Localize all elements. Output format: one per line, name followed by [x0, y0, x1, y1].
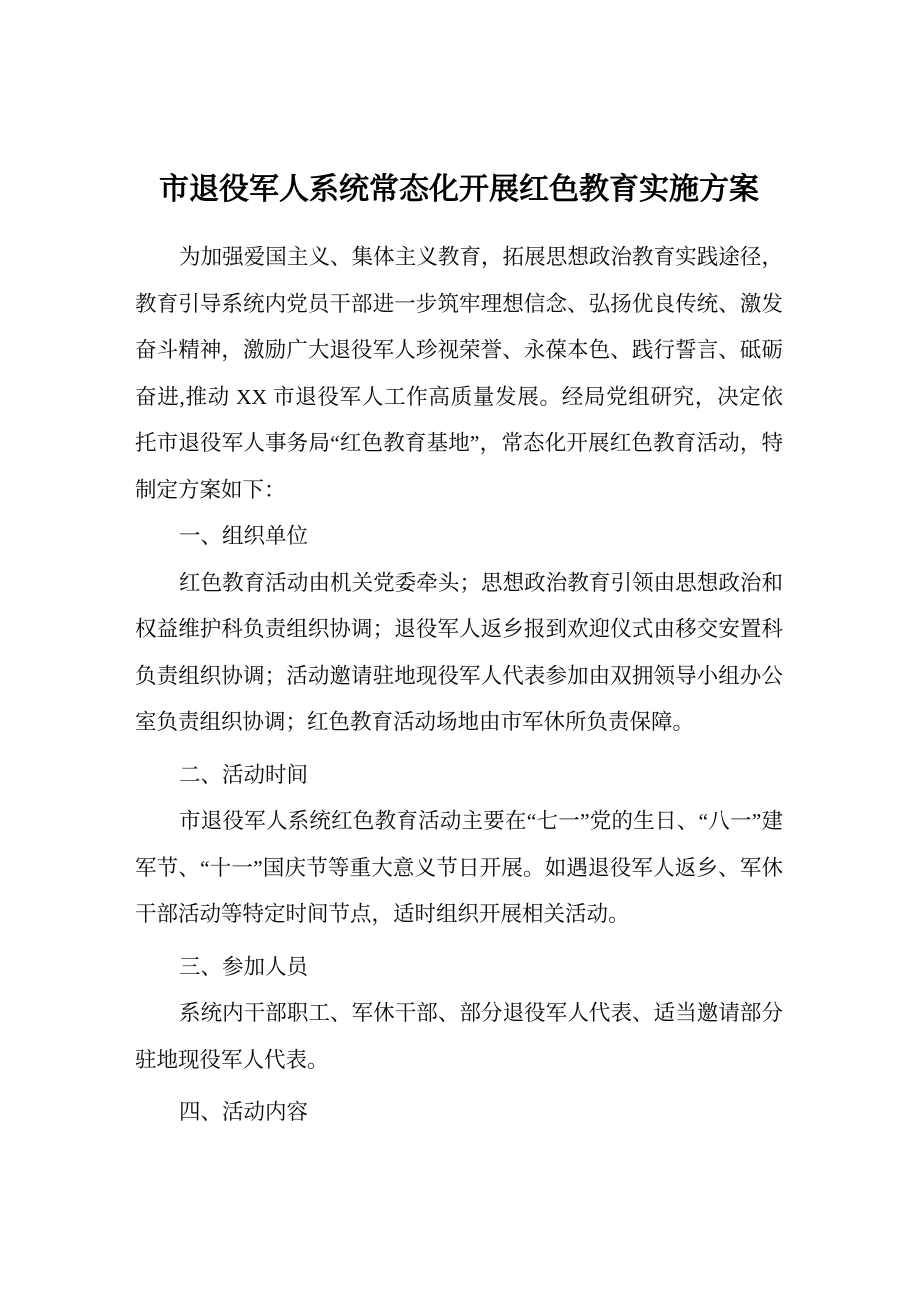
- document-title: 市退役军人系统常态化开展红色教育实施方案: [159, 173, 759, 206]
- heading-section-4-activity-content: 四、活动内容: [179, 1100, 309, 1124]
- document-body: [135, 0, 783, 1136]
- paragraph-intro: 为加强爱国主义、集体主义教育，拓展思想政治教育实践途径，教育引导系统内党员干部进一步筑牢理想信念、弘扬优良传统、激发奋斗精神，激励广大退役军人珍视荣誉、永葆本色、践行誓言、砥砺奋进,推动 XX 市退役军人工作高质量发展。经局党组研究，决定依托市退役军人事务局“红色教育基地”，常态化开展红色教育活动，特制定方案如下：: [135, 245, 783, 502]
- paragraph-organizing-unit: 红色教育活动由机关党委牵头；思想政治教育引领由思想政治和权益维护科负责组织协调；退役军人返乡报到欢迎仪式由移交安置科负责组织协调；活动邀请驻地现役军人代表参加由双拥领导小组办公室负责组织协调；红色教育活动场地由市军休所负责保障。: [135, 570, 783, 734]
- paragraph-participants: 系统内干部职工、军休干部、部分退役军人代表、适当邀请部分驻地现役军人代表。: [135, 1001, 783, 1072]
- paragraph-activity-time: 市退役军人系统红色教育活动主要在“七一”党的生日、“八一”建军节、“十一”国庆节等重大意义节日开展。如遇退役军人返乡、军休干部活动等特定时间节点，适时组织开展相关活动。: [135, 809, 783, 926]
- heading-section-3-participants: 三、参加人员: [179, 954, 309, 979]
- heading-section-1-organizing-unit: 一、组织单位: [179, 524, 309, 548]
- heading-section-2-activity-time: 二、活动时间: [179, 762, 309, 787]
